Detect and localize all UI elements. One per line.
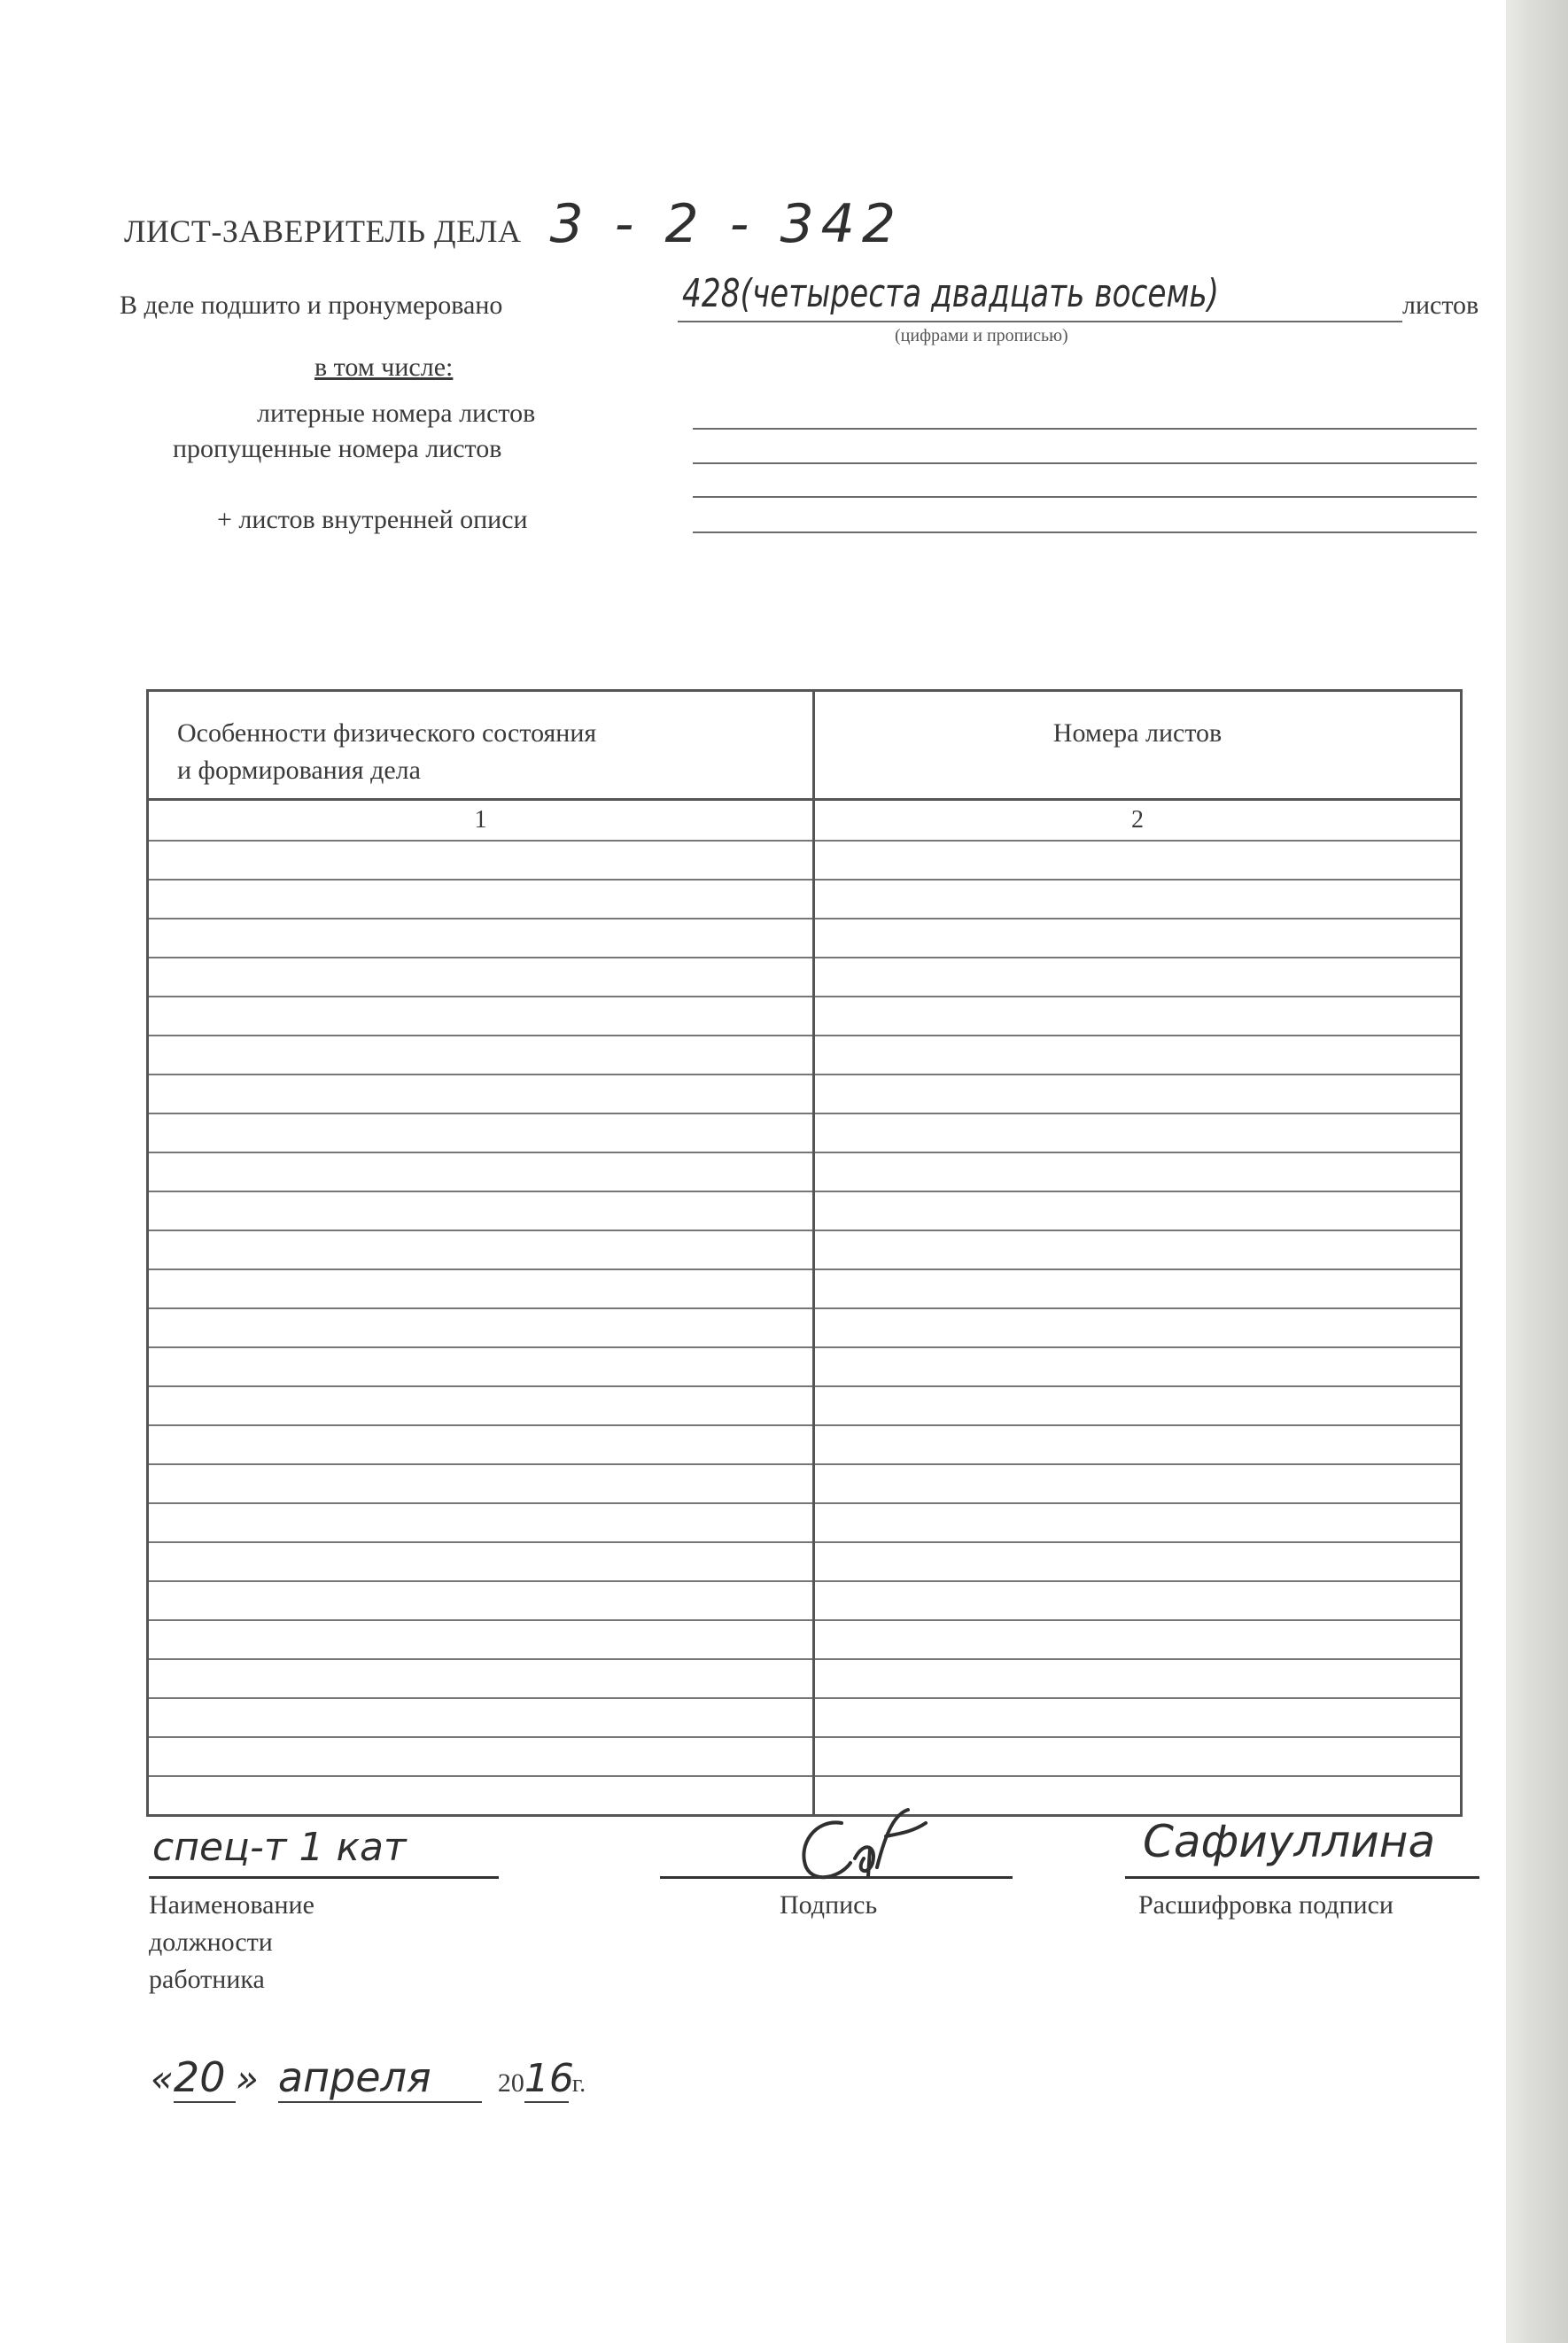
col1-header: [148, 691, 814, 800]
table-cell: [148, 1075, 814, 1113]
table-cell: [814, 1269, 1462, 1308]
missing-numbers-line-2: [693, 496, 1477, 498]
table-cell: [148, 1776, 814, 1816]
table-cell: [814, 841, 1462, 880]
position-caption-1: Наименование: [149, 1890, 314, 1920]
inner-inventory-line: [693, 531, 1477, 533]
table-row: [148, 1503, 1462, 1542]
signature-caption: Подпись: [780, 1890, 878, 1920]
date-day: 20: [174, 2053, 236, 2103]
table-cell: [148, 1386, 814, 1425]
table-cell: [814, 1230, 1462, 1269]
filed-prefix: В деле подшито и пронумеровано: [120, 291, 503, 320]
table-cell: [814, 958, 1462, 997]
table-cell: [148, 1036, 814, 1075]
table-row: [148, 1464, 1462, 1503]
case-number: 3 - 2 - 342: [549, 193, 904, 255]
table-cell: [148, 1425, 814, 1464]
table-cell: [814, 1503, 1462, 1542]
col2-header-text: Номера листов: [1052, 718, 1223, 748]
table-row: [148, 1659, 1462, 1698]
decoding-line: [1125, 1876, 1479, 1879]
title-row: [124, 193, 903, 255]
col1-number: 1: [148, 800, 814, 842]
table-row: [148, 1308, 1462, 1347]
table-cell: [148, 1503, 814, 1542]
table-cell: [148, 841, 814, 880]
table-cell: [814, 1386, 1462, 1425]
table-cell: [814, 997, 1462, 1036]
table-row: [148, 958, 1462, 997]
table-cell: [148, 1308, 814, 1347]
table-row: [148, 841, 1462, 880]
table-row: [148, 1542, 1462, 1581]
filed-row: [120, 291, 502, 321]
position-caption-2: должности: [149, 1928, 273, 1957]
table-row: [148, 997, 1462, 1036]
inner-inventory-label: + листов внутренней описи: [217, 505, 528, 534]
table-row: [148, 1620, 1462, 1659]
table-cell: [814, 1464, 1462, 1503]
table-header-row: [148, 691, 1462, 800]
table-row: [148, 919, 1462, 958]
page-edge: [1506, 0, 1568, 2343]
letter-numbers-label: литерные номера листов: [257, 399, 536, 428]
col1-header-line1: Особенности физического состояния: [177, 718, 597, 748]
date-year-suffix: 16: [524, 2056, 574, 2101]
col1-header-line2: и формирования дела: [177, 756, 421, 785]
table-row: [148, 880, 1462, 919]
table-cell: [814, 1581, 1462, 1620]
document-title: ЛИСТ-ЗАВЕРИТЕЛЬ ДЕЛА: [124, 213, 522, 249]
position-line: [149, 1876, 499, 1879]
filed-value: 428(четыреста двадцать восемь): [682, 271, 1220, 316]
table-row: [148, 1737, 1462, 1776]
table-cell: [814, 1659, 1462, 1698]
table-row: [148, 1269, 1462, 1308]
table-row: [148, 1425, 1462, 1464]
table-cell: [814, 1347, 1462, 1386]
col2-header: [814, 691, 1462, 800]
table-cell: [148, 958, 814, 997]
signature-line: [660, 1876, 1013, 1879]
table-cell: [814, 1152, 1462, 1191]
table-cell: [148, 1698, 814, 1737]
position-caption: [149, 1887, 314, 1998]
table-cell: [814, 1191, 1462, 1230]
table-cell: [148, 1737, 814, 1776]
table-cell: [814, 1542, 1462, 1581]
table-cell: [148, 1542, 814, 1581]
table-cell: [814, 1425, 1462, 1464]
missing-numbers-line: [693, 462, 1477, 464]
table-cell: [814, 1308, 1462, 1347]
table-cell: [148, 1464, 814, 1503]
table-number-row: [148, 800, 1462, 842]
filed-underline: [678, 321, 1402, 322]
decoding-value: Сафиуллина: [1143, 1816, 1436, 1867]
filed-hint: (цифрами и прописью): [895, 326, 1068, 345]
filed-suffix: листов: [1402, 291, 1479, 320]
table-cell: [814, 1075, 1462, 1113]
decoding-caption: Расшифровка подписи: [1138, 1890, 1393, 1920]
table-row: [148, 1036, 1462, 1075]
table-cell: [148, 997, 814, 1036]
table-row: [148, 1230, 1462, 1269]
table-cell: [148, 1191, 814, 1230]
date-month: апреля: [278, 2053, 482, 2103]
table-cell: [148, 1269, 814, 1308]
signature-image: [780, 1796, 939, 1894]
date-row: «20 » апреля 2016г.: [151, 2053, 586, 2101]
letter-numbers-line: [693, 428, 1477, 430]
table-row: [148, 1347, 1462, 1386]
table-cell: [148, 1347, 814, 1386]
table-cell: [148, 880, 814, 919]
table-row: [148, 1075, 1462, 1113]
table-cell: [814, 1698, 1462, 1737]
table-row: [148, 1113, 1462, 1152]
table-row: [148, 1581, 1462, 1620]
physical-state-table: [146, 689, 1463, 1817]
col2-number: 2: [814, 800, 1462, 842]
table-row: [148, 1698, 1462, 1737]
table-cell: [814, 880, 1462, 919]
table-cell: [814, 919, 1462, 958]
table-cell: [814, 1113, 1462, 1152]
including-label: в том числе:: [314, 353, 454, 382]
table-cell: [814, 1620, 1462, 1659]
missing-numbers-label: пропущенные номера листов: [173, 434, 502, 463]
date-year-prefix: 20: [497, 2068, 524, 2098]
table-cell: [148, 1581, 814, 1620]
table-cell: [148, 1620, 814, 1659]
table-cell: [148, 1230, 814, 1269]
table-cell: [814, 1737, 1462, 1776]
table-cell: [148, 1659, 814, 1698]
date-year-unit: г.: [571, 2070, 586, 2098]
table-cell: [814, 1036, 1462, 1075]
table-row: [148, 1386, 1462, 1425]
table-cell: [148, 1152, 814, 1191]
position-value: спец-т 1 кат: [152, 1825, 407, 1870]
table-cell: [148, 1113, 814, 1152]
position-caption-3: работника: [149, 1965, 265, 1994]
table-cell: [148, 919, 814, 958]
table-row: [148, 1152, 1462, 1191]
table-row: [148, 1191, 1462, 1230]
